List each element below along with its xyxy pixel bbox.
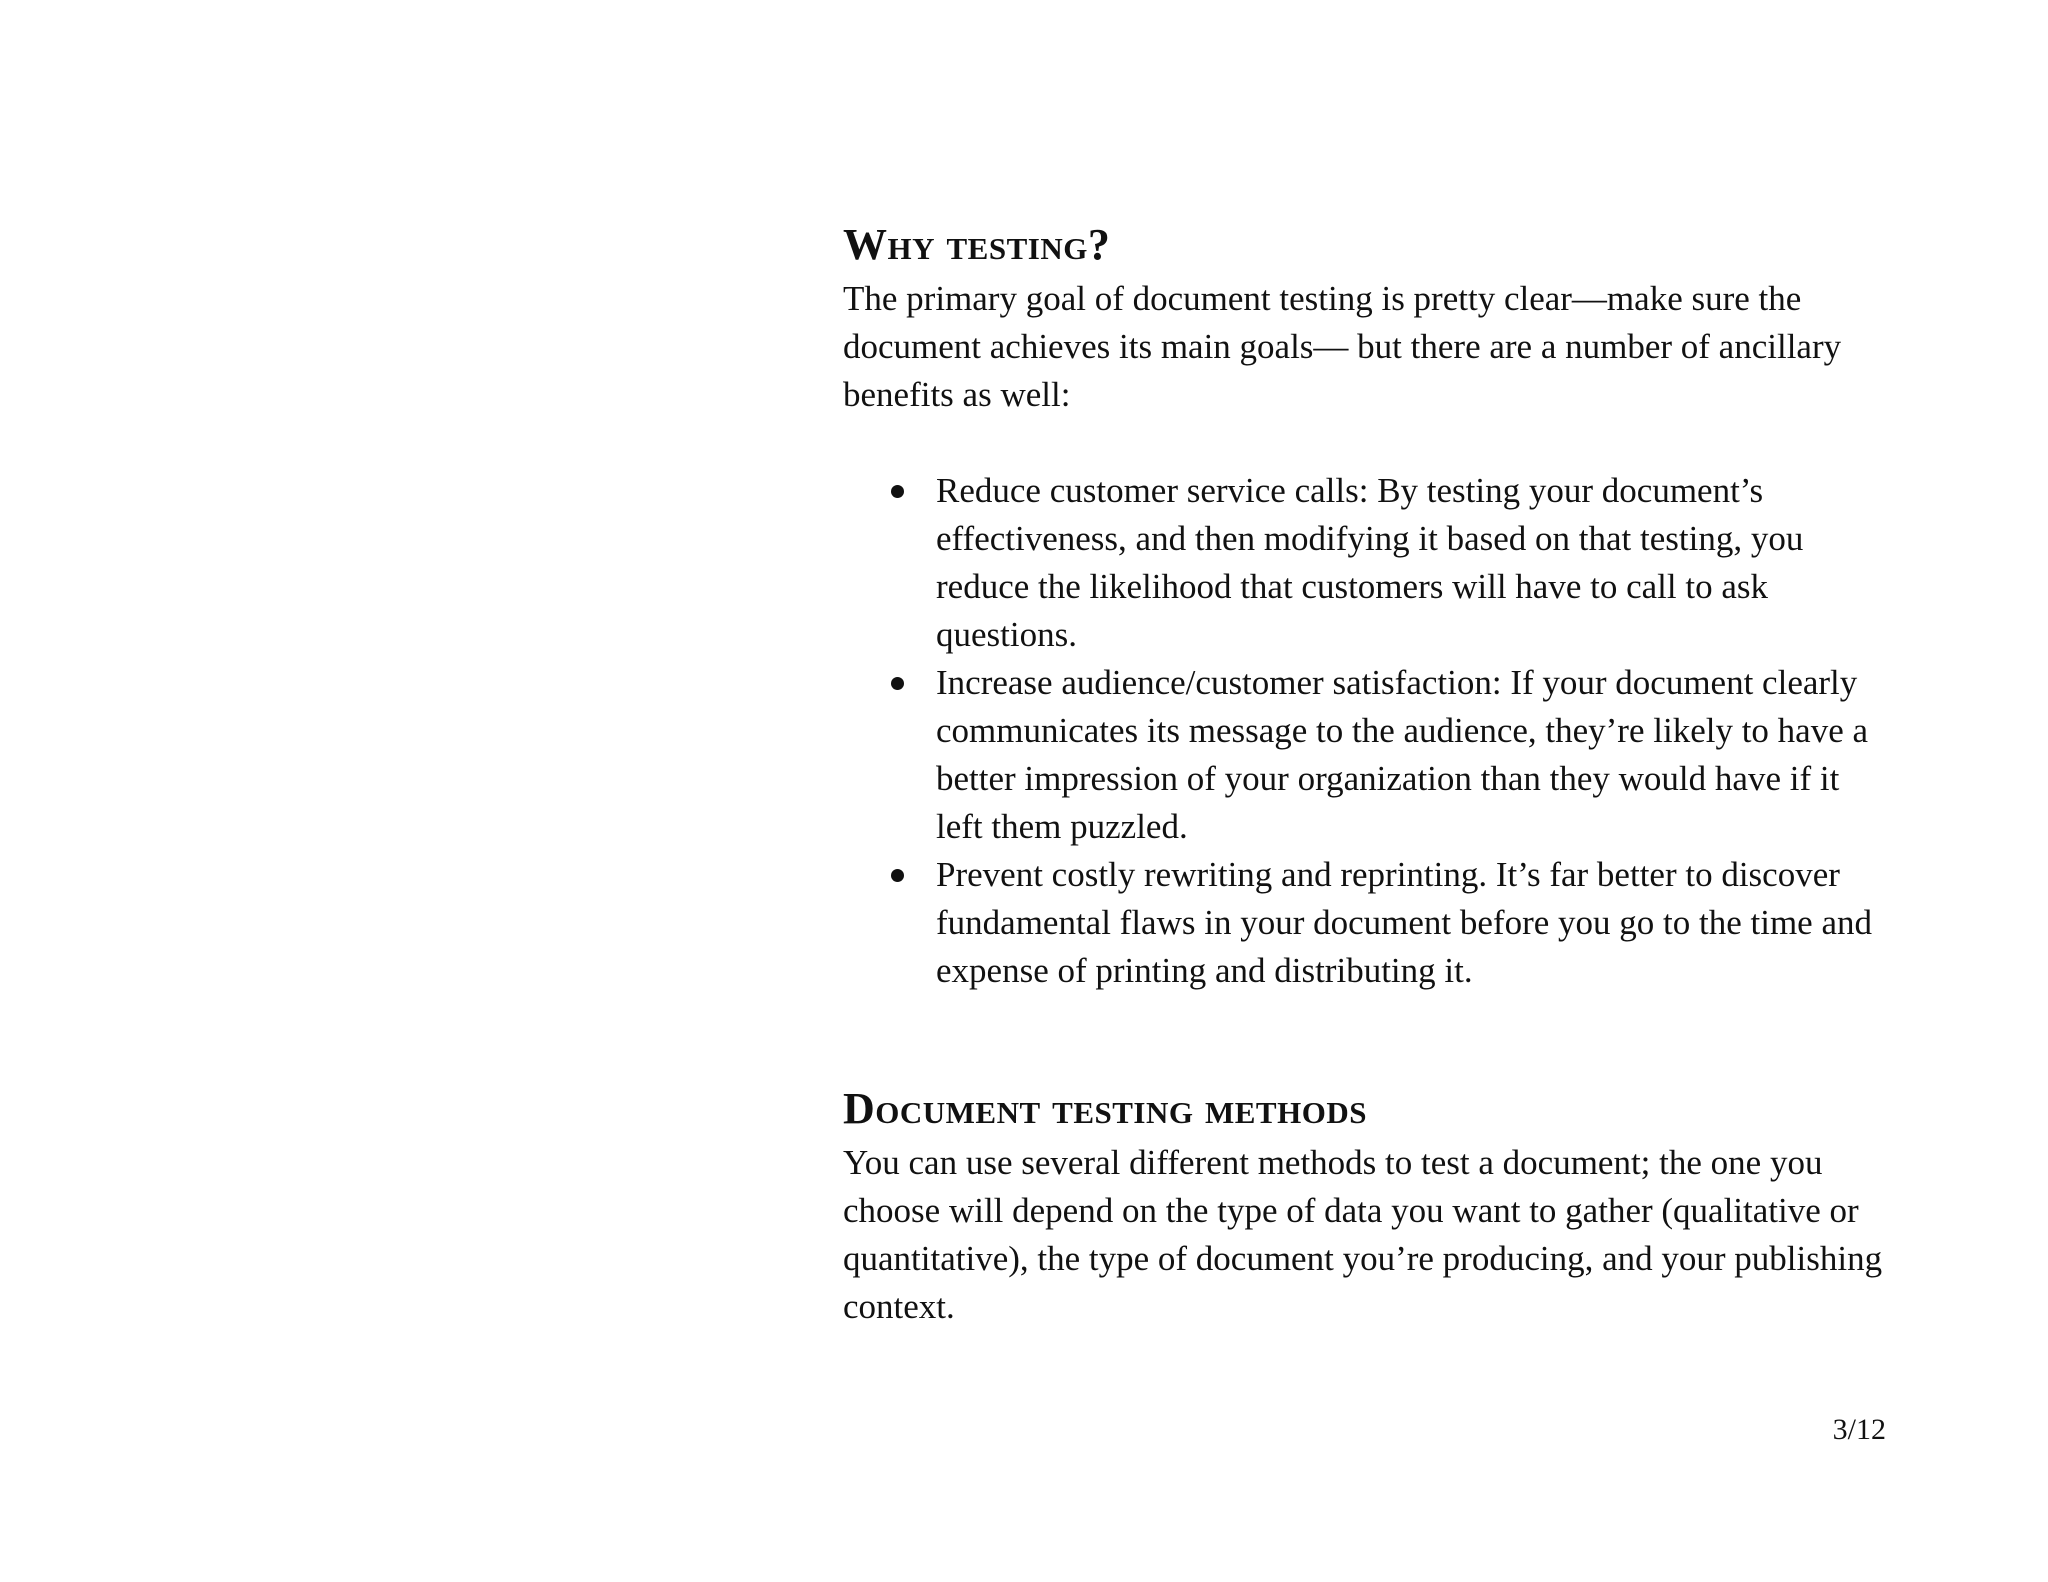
page-content — [843, 215, 1883, 1331]
intro-paragraph: The primary goal of document testing is pretty clear—make sure the document achieves its main goals— but there are a number of ancillary benefits as well: — [843, 279, 1842, 414]
list-item — [843, 659, 1883, 851]
spacer — [843, 995, 1883, 1079]
list-item-text: Prevent costly rewriting and reprinting. It’s far better to discover fundamental flaws in your document before you go to the time and expense of printing and distributing it. — [936, 855, 1872, 990]
methods-paragraph: You can use several different methods to test a document; the one you choose will depend on the type of data you want to gather (qualitative or quantitative), the type of document you’re producing, and your publishing context. — [843, 1143, 1883, 1326]
list-item — [843, 851, 1883, 995]
page-number: 3/12 — [1832, 1413, 1886, 1446]
section-heading-testing-methods: Document testing methods — [843, 1084, 1367, 1133]
benefits-list — [843, 467, 1883, 995]
bullet-icon — [891, 485, 904, 498]
list-item — [843, 467, 1883, 659]
bullet-icon — [891, 677, 904, 690]
spacer — [843, 419, 1883, 467]
list-item-text: Increase audience/customer satisfaction: If your document clearly communicates its message to the audience, they’re likely to have a better impression of your organization than they would have if it left them puzzled. — [936, 663, 1869, 846]
bullet-icon — [891, 869, 904, 882]
section-heading-why-testing: Why testing? — [843, 220, 1111, 269]
list-item-text: Reduce customer service calls: By testing your document’s effectiveness, and then modifying it based on that testing, you reduce the likelihood that customers will have to call to ask questions. — [936, 471, 1804, 654]
